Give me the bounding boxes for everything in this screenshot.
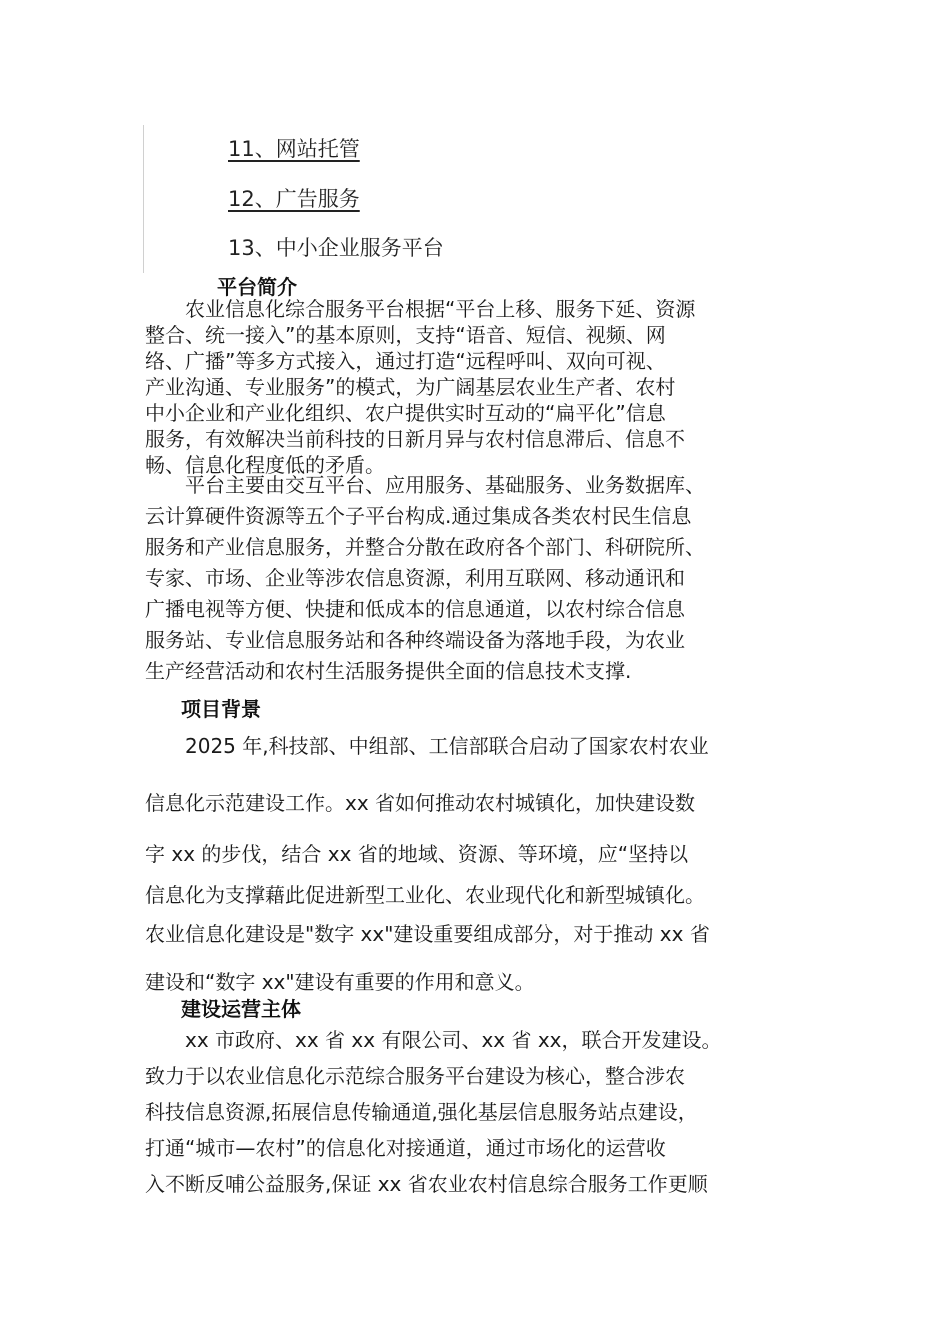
- text-line: xx 市政府、xx 省 xx 有限公司、xx 省 xx，联合开发建设。: [145, 1028, 722, 1052]
- text-line: 服务，有效解决当前科技的日新月异与农村信息滞后、信息不: [145, 427, 685, 451]
- paragraph-platform-intro-2: [145, 470, 815, 687]
- text-line: 专家、市场、企业等涉农信息资源，利用互联网、移动通讯和: [145, 566, 685, 590]
- text-line: 服务站、专业信息服务站和各种终端设备为落地手段，为农业: [145, 628, 685, 652]
- text-line: 信息化为支撑藉此促进新型工业化、农业现代化和新型城镇化。: [145, 883, 705, 907]
- text-line: 入不断反哺公益服务,保证 xx 省农业农村信息综合服务工作更顺: [145, 1172, 708, 1196]
- text-line: 打通“城市—农村”的信息化对接通道，通过市场化的运营收: [145, 1136, 666, 1160]
- toc-link-ad-service[interactable]: 12、广告服务: [228, 187, 360, 211]
- text-line: 广播电视等方便、快捷和低成本的信息通道，以农村综合信息: [145, 597, 685, 621]
- text-line: 科技信息资源,拓展信息传输通道,强化基层信息服务站点建设，: [145, 1100, 698, 1124]
- section-heading-project-background: 项目背景: [181, 697, 261, 721]
- text-line: 信息化示范建设工作。xx 省如何推动农村城镇化，加快建设数: [145, 791, 696, 815]
- text-line: 云计算硬件资源等五个子平台构成.通过集成各类农村民生信息: [145, 504, 692, 528]
- text-line: 服务和产业信息服务，并整合分散在政府各个部门、科研院所、: [145, 535, 705, 559]
- margin-rule: [143, 125, 144, 273]
- section-heading-platform-intro: 平台简介: [217, 275, 297, 299]
- text-line: 畅、信息化程度低的矛盾。: [145, 453, 385, 477]
- text-line: 产业沟通、专业服务”的模式，为广阔基层农业生产者、农村: [145, 375, 676, 399]
- paragraph-project-background: [145, 718, 815, 1011]
- paragraph-operator: [145, 1022, 815, 1202]
- text-line: 农业信息化综合服务平台根据“平台上移、服务下延、资源: [145, 297, 696, 321]
- toc-link-website-hosting[interactable]: 11、网站托管: [228, 137, 360, 161]
- text-line: 中小企业和产业化组织、农户提供实时互动的“扁平化”信息: [145, 401, 666, 425]
- text-line: 生产经营活动和农村生活服务提供全面的信息技术支撑.: [145, 659, 632, 683]
- text-line: 农业信息化建设是"数字 xx"建设重要组成部分，对于推动 xx 省: [145, 922, 710, 946]
- text-line: 致力于以农业信息化示范综合服务平台建设为核心，整合涉农: [145, 1064, 685, 1088]
- paragraph-platform-intro-1: [145, 296, 815, 478]
- text-line: 整合、统一接入”的基本原则，支持“语音、短信、视频、网: [145, 323, 666, 347]
- text-line: 建设和“数字 xx"建设有重要的作用和意义。: [145, 970, 535, 994]
- toc-item-sme-platform: 13、中小企业服务平台: [228, 236, 444, 260]
- text-line: 2025 年,科技部、中组部、工信部联合启动了国家农村农业: [145, 734, 709, 758]
- section-heading-operator: 建设运营主体: [181, 997, 301, 1021]
- text-line: 平台主要由交互平台、应用服务、基础服务、业务数据库、: [145, 473, 705, 497]
- text-line: 字 xx 的步伐，结合 xx 省的地域、资源、等环境，应“坚持以: [145, 842, 689, 866]
- text-line: 络、广播”等多方式接入，通过打造“远程呼叫、双向可视、: [145, 349, 666, 373]
